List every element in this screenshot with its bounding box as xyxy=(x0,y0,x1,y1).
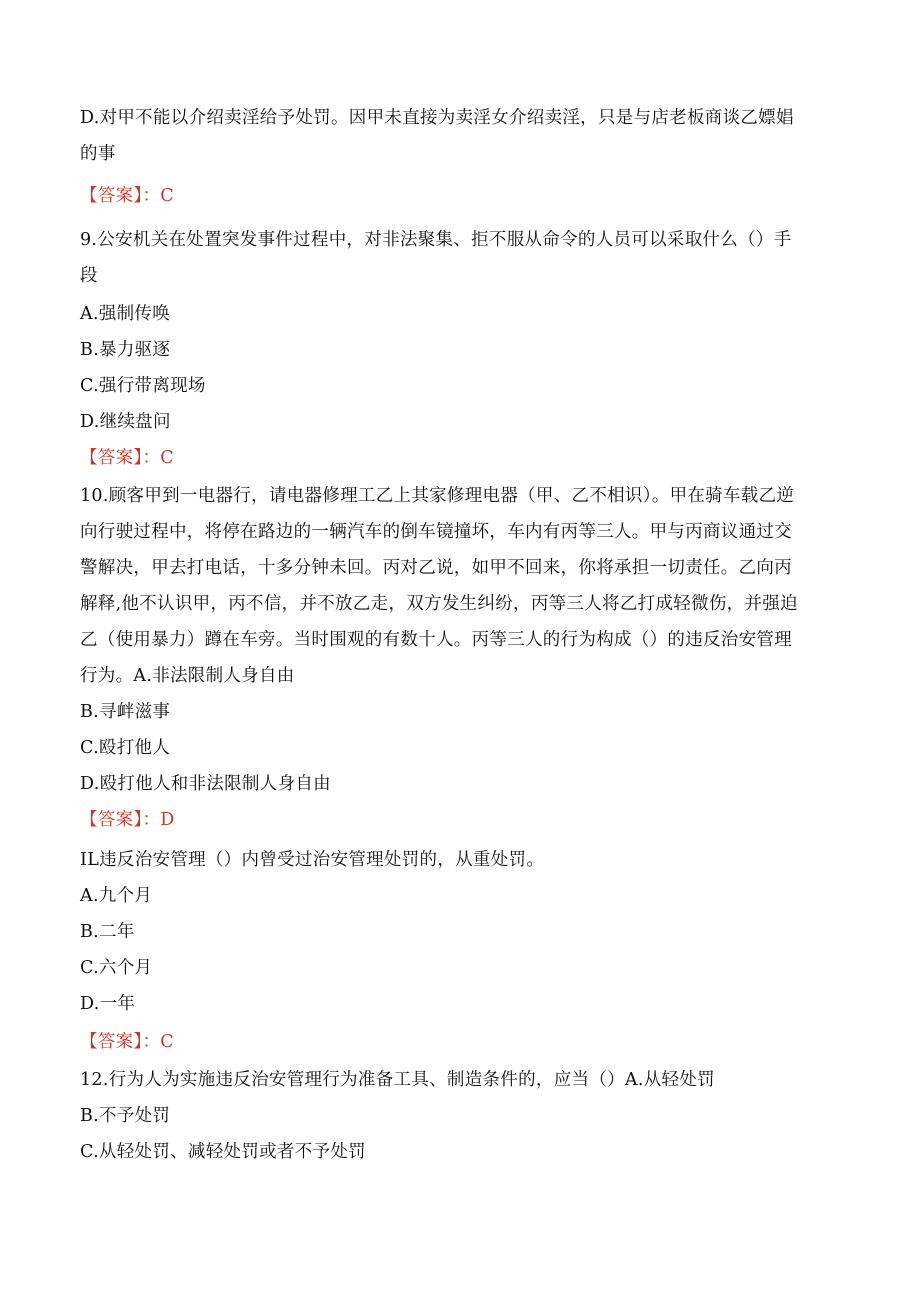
option-d-q8-line2: 的事 xyxy=(80,144,116,164)
question-10-line5: 乙（使用暴力）蹲在车旁。当时围观的有数十人。丙等三人的行为构成（）的违反治安管理 xyxy=(80,630,792,650)
answer-q9: 【答案】：C xyxy=(80,448,174,468)
option-c-q10: C.殴打他人 xyxy=(80,738,171,758)
option-a-q9: A.强制传唤 xyxy=(80,304,171,324)
option-d-q10: D.殴打他人和非法限制人身自由 xyxy=(80,774,331,794)
answer-q8: 【答案】：C xyxy=(80,186,174,206)
option-d-q11: D.一年 xyxy=(80,994,136,1014)
question-12: 12.行为人为实施违反治安管理行为准备工具、制造条件的，应当（）A.从轻处罚 xyxy=(80,1070,715,1090)
question-10-line3: 警解决，甲去打电话，十多分钟未回。丙对乙说，如甲不回来，你将承担一切责任。乙向丙 xyxy=(80,558,792,578)
answer-q10: 【答案】：D xyxy=(80,810,175,830)
option-c-q12: C.从轻处罚、减轻处罚或者不予处罚 xyxy=(80,1142,366,1162)
answer-q11: 【答案】：C xyxy=(80,1032,174,1052)
question-10-line1: 10.顾客甲到一电器行，请电器修理工乙上其家修理电器（甲、乙不相识）。甲在骑车载乙逆 xyxy=(80,486,795,506)
option-d-q8-line1: D.对甲不能以介绍卖淫给予处罚。因甲未直接为卖淫女介绍卖淫，只是与店老板商谈乙嫖娼 xyxy=(80,108,794,128)
option-c-q9: C.强行带离现场 xyxy=(80,376,206,396)
option-b-q12: B.不予处罚 xyxy=(80,1106,171,1126)
question-10-line6: 行为。A.非法限制人身自由 xyxy=(80,666,295,686)
question-10-line4: 解释,他不认识甲，丙不信，并不放乙走，双方发生纠纷，丙等三人将乙打成轻微伤，并强迫 xyxy=(80,594,798,614)
question-9-line2: 段 xyxy=(80,266,98,286)
option-b-q11: B.二年 xyxy=(80,922,135,942)
option-c-q11: C.六个月 xyxy=(80,958,153,978)
option-b-q10: B.寻衅滋事 xyxy=(80,702,171,722)
question-10-line2: 向行驶过程中，将停在路边的一辆汽车的倒车镜撞坏，车内有丙等三人。甲与丙商议通过交 xyxy=(80,522,792,542)
option-d-q9: D.继续盘问 xyxy=(80,412,171,432)
question-9-line1: 9.公安机关在处置突发事件过程中，对非法聚集、拒不服从命令的人员可以采取什么（）手 xyxy=(80,230,792,250)
question-11: IL违反治安管理（）内曾受过治安管理处罚的，从重处罚。 xyxy=(80,850,545,870)
option-a-q11: A.九个月 xyxy=(80,886,153,906)
option-b-q9: B.暴力驱逐 xyxy=(80,340,171,360)
